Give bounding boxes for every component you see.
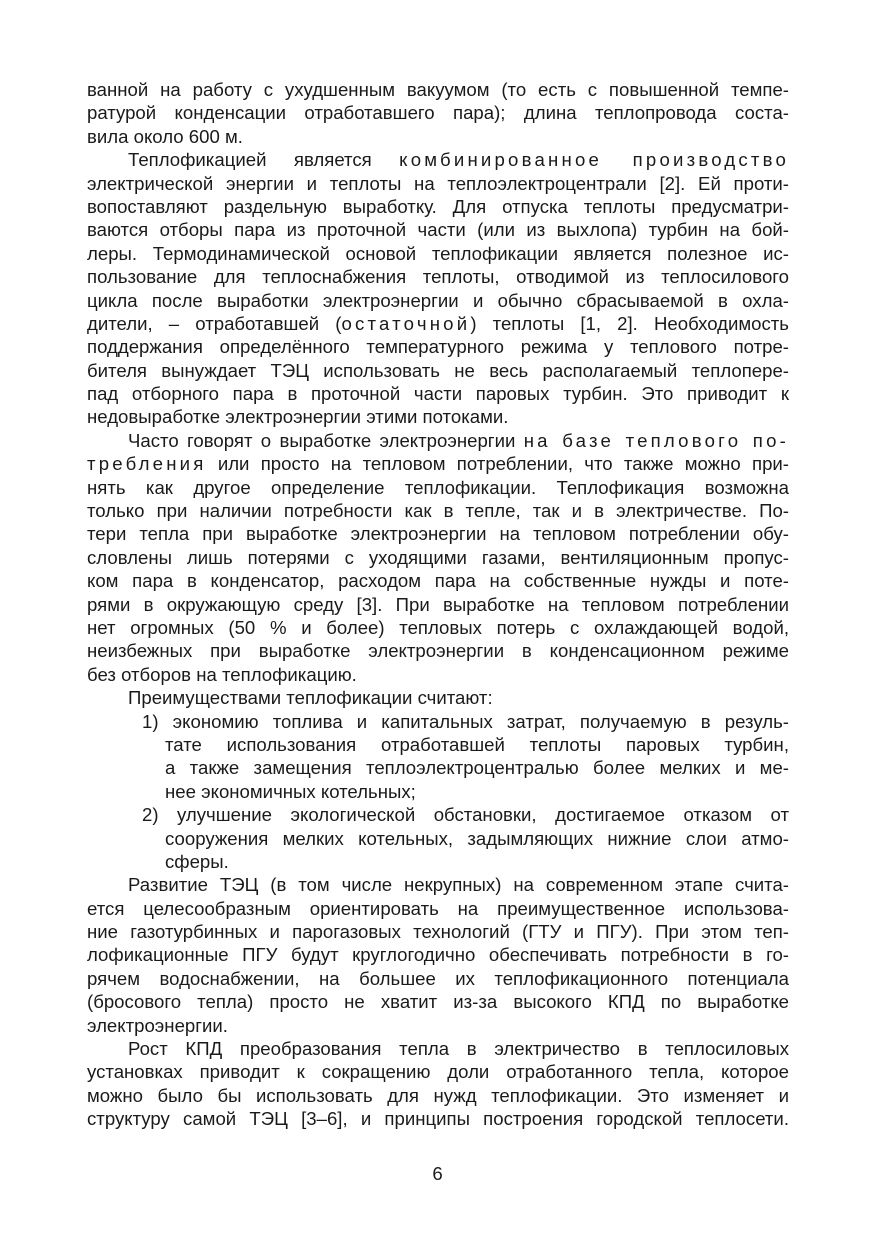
text-line: (бросового тепла) просто не хватит из-за высокого КПД по выработке <box>87 991 789 1013</box>
text-line: нять как другое определение теплофикации. Теплофикация возможна <box>87 476 789 498</box>
list-item-line: тате использования отработавшей теплоты паровых турбин, <box>165 733 789 755</box>
list-item-line: сооружения мелких котельных, задымляющих нижние слои атмо- <box>165 827 789 849</box>
text-line: неизбежных при выработке электроэнергии в конденсационном режиме <box>87 640 789 662</box>
list-item-line: сферы. <box>165 850 229 872</box>
text-line: Развитие ТЭЦ (в том числе некрупных) на современном этапе счита- <box>128 874 789 896</box>
text-run: Теплофикацией является <box>128 149 400 171</box>
text-line: только при наличии потребности как в тепле, так и в электричестве. По- <box>87 500 789 522</box>
text-line: поддержания определённого температурного режима у теплового потре- <box>87 336 789 358</box>
text-line: установках приводит к сокращению доли отработанного тепла, которое <box>87 1061 789 1083</box>
text-line: леры. Термодинамической основой теплофикации является полезное ис- <box>87 242 789 264</box>
list-item: 1) экономию топлива и капитальных затрат, получаемую в резуль- <box>142 710 789 732</box>
text-line: структуру самой ТЭЦ [3–6], и принципы построения городской теплосети. <box>87 1108 789 1130</box>
body-text <box>87 78 789 1131</box>
text-line: пад отборного пара в проточной части паровых турбин. Это приводит к <box>87 383 789 405</box>
text-line: ванной на работу с ухудшенным вакуумом (то есть с повышенной темпе- <box>87 79 789 100</box>
text-line: ние газотурбинных и парогазовых технологий (ГТУ и ПГУ). При этом теп- <box>87 921 789 943</box>
text-line: цикла после выработки электроэнергии и обычно сбрасываемой в охла- <box>87 289 789 311</box>
text-run: или просто на тепловом потреблении, что также можно при- <box>206 453 789 475</box>
text-line <box>87 452 789 475</box>
spaced-emphasis: требления <box>87 453 207 475</box>
text-line: тери тепла при выработке электроэнергии на тепловом потреблении обу- <box>87 523 789 545</box>
text-run: Часто говорят о выработке электроэнергии <box>128 429 524 451</box>
text-line: ваются отборы пара из проточной части (или из выхлопа) турбин на бой- <box>87 219 789 241</box>
text-line: пользование для теплоснабжения теплоты, отводимой из теплосилового <box>87 266 789 288</box>
list-item: 2) улучшение экологической обстановки, достигаемое отказом от <box>142 804 789 826</box>
text-line: электрической энергии и теплоты на теплоэлектроцентрали [2]. Ей проти- <box>87 172 789 194</box>
text-line <box>87 429 789 452</box>
text-line: недовыработке электроэнергии этими потоками. <box>87 406 509 428</box>
list-item-line: а также замещения теплоэлектроцентралью более мелких и ме- <box>165 757 789 779</box>
text-run: ) теплоты [1, 2]. Необходимость <box>470 312 789 334</box>
text-line <box>87 312 789 335</box>
text-line: рячем водоснабжении, на большее их теплофикационного потенциала <box>87 967 789 989</box>
text-line: лофикационные ПГУ будут круглогодично обеспечивать потребности в го- <box>87 944 789 966</box>
text-line: ется целесообразным ориентировать на преимущественное использова- <box>87 897 789 919</box>
text-line: без отборов на теплофикацию. <box>87 663 357 685</box>
list-item-line: нее экономичных котельных; <box>165 780 416 802</box>
text-line: рями в окружающую среду [3]. При выработке на тепловом потреблении <box>87 593 789 615</box>
text-line: вила около 600 м. <box>87 125 243 147</box>
page-number: 6 <box>432 1163 443 1184</box>
text-line: нет огромных (50 % и более) тепловых потерь с охлаждающей водой, <box>87 616 789 638</box>
spaced-emphasis: комбинированное производство <box>399 149 789 171</box>
text-line: Рост КПД преобразования тепла в электричество в теплосиловых <box>128 1038 789 1060</box>
spaced-emphasis: на базе теплового по- <box>523 429 789 451</box>
text-line <box>87 148 789 171</box>
text-line: ратурой конденсации отработавшего пара); длина теплопровода соста- <box>87 102 789 124</box>
text-line: электроэнергии. <box>87 1014 228 1036</box>
text-line: Преимуществами теплофикации считают: <box>128 687 493 709</box>
text-line: бителя вынуждает ТЭЦ использовать не весь располагаемый теплопере- <box>87 359 789 381</box>
text-line: словлены лишь потерями с уходящими газами, вентиляционным пропус- <box>87 546 789 568</box>
text-line: вопоставляют раздельную выработку. Для отпуска теплоты предусматри- <box>87 195 789 217</box>
spaced-emphasis: остаточной <box>341 312 471 334</box>
text-run: дители, – отработавшей ( <box>87 312 342 334</box>
text-line: можно было бы использовать для нужд теплофикации. Это изменяет и <box>87 1084 789 1106</box>
text-line: ком пара в конденсатор, расходом пара на собственные нужды и поте- <box>87 570 789 592</box>
